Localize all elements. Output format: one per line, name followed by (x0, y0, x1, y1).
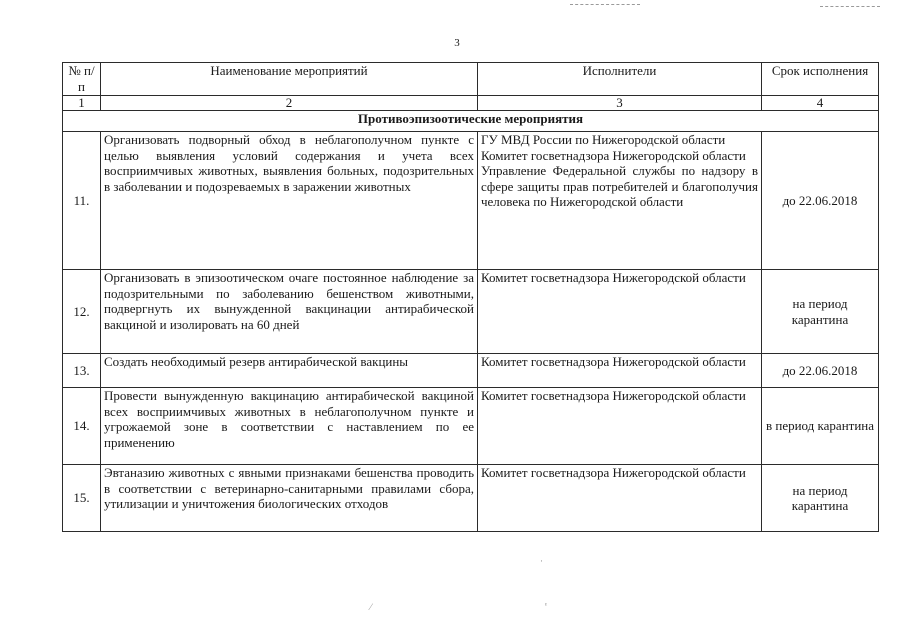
column-index-row (63, 96, 879, 111)
section-row (63, 111, 879, 132)
row-deadline: на период карантина (762, 465, 879, 532)
scan-artifact-speck: ⁄ (370, 602, 372, 612)
row-executors (478, 354, 762, 388)
row-deadline: до 22.06.2018 (762, 132, 879, 270)
table-row (63, 465, 879, 532)
table-row (63, 354, 879, 388)
table-row (63, 132, 879, 270)
column-index: 2 (101, 96, 478, 111)
row-deadline: до 22.06.2018 (762, 354, 879, 388)
row-number: 12. (63, 270, 101, 354)
executor-name: Комитет госветнадзора Нижегородской области (481, 147, 746, 163)
header-executors: Исполнители (478, 63, 762, 96)
scan-artifact-speck: ᵋ (545, 600, 548, 610)
row-number: 11. (63, 132, 101, 270)
executor-name: Комитет госветнадзора Нижегородской области (481, 354, 746, 369)
executor-name: Комитет госветнадзора Нижегородской области (481, 465, 746, 480)
header-event: Наименование мероприятий (101, 63, 478, 96)
scan-artifact-speck: · (540, 556, 543, 566)
column-index: 1 (63, 96, 101, 111)
executor-name: Комитет госветнадзора Нижегородской области (481, 270, 746, 285)
row-number: 15. (63, 465, 101, 532)
table-header-row (63, 63, 879, 96)
row-event: Организовать в эпизоотическом очаге постоянное наблюдение за подозрительными по заболеванию бешенством животными, подвергнуть их вынужденной вакцинации антирабической вакциной и изолировать на 60 дней (101, 270, 478, 354)
row-event: Организовать подворный обход в неблагополучном пункте с целью выявления условий содержания и учета всех восприимчивых животных, выявления больных, подозрительных в заболевании и подозреваемых в заражении животных (101, 132, 478, 270)
row-number: 14. (63, 388, 101, 465)
scan-artifact-line (820, 6, 880, 8)
row-executors (478, 270, 762, 354)
header-deadline: Срок исполнения (762, 63, 879, 96)
section-title: Противоэпизоотические мероприятия (63, 111, 879, 132)
table-row (63, 270, 879, 354)
executor-name: Комитет госветнадзора Нижегородской области (481, 388, 746, 403)
page-number: 3 (454, 37, 460, 49)
column-index: 4 (762, 96, 879, 111)
row-executors (478, 388, 762, 465)
row-executors (478, 465, 762, 532)
row-event: Создать необходимый резерв антирабической вакцины (101, 354, 478, 388)
events-table (62, 62, 879, 532)
row-event: Провести вынужденную вакцинацию антирабической вакциной всех восприимчивых животных в неблагополучном пункте и угрожаемой зоне в соответствии с наставлением по ее применению (101, 388, 478, 465)
executor-name: Управление Федеральной службы по надзору в сфере защиты прав потребителей и благополучия человека по Нижегородской области (481, 163, 758, 209)
header-num: № п/п (63, 63, 101, 96)
row-deadline: в период карантина (762, 388, 879, 465)
executor-name: ГУ МВД России по Нижегородской области (481, 132, 726, 147)
row-number: 13. (63, 354, 101, 388)
row-deadline: на период карантина (762, 270, 879, 354)
row-event: Эвтаназию животных с явными признаками бешенства проводить в соответствии с ветеринарно-санитарными правилами сбора, утилизации и уничтожения биологических отходов (101, 465, 478, 532)
row-executors (478, 132, 762, 270)
table-row (63, 388, 879, 465)
column-index: 3 (478, 96, 762, 111)
scan-artifact-line (570, 4, 640, 6)
